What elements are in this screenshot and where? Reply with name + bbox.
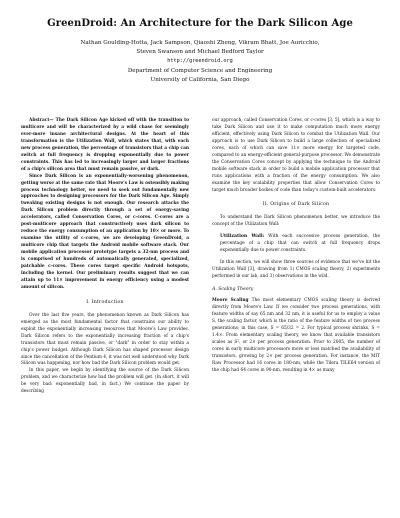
author-block — [20, 39, 380, 85]
university: University of California, San Diego — [150, 76, 250, 83]
section-heading-introduction: I. Introduction — [86, 299, 124, 305]
project-url[interactable]: http://greendroid.org — [167, 58, 233, 65]
abstract-paragraph-2: Since Dark Silicon is an exponentially-worsening phenomenon, getting worse at the same rate that Moore's Law is ostensibly making process technology better, we need to seek out fundamentally new approaches to designing processors for the Dark Silicon Age. Simply tweaking existing designs is not enough. Our research attacks the Dark Silicon problem directly through a set of energy-saving accelerators, called Conservation Cores, or c-cores. C-cores are a post-multicore approach that constructively uses dark silicon to reduce the energy consumption of an application by 10× or more. To examine the utility of c-cores, we are developing GreenDroid, a multicore chip that targets the Android mobile software stack. Our mobile application processor prototype targets a 32-nm process and is comprised of hundreds of automatically generated, specialized, patchable c-cores. These cores target specific Android hotspots, including the kernel. Our preliminary results suggest that we can attain up to 11× improvement in energy efficiency using a modest amount of silicon. — [21, 173, 189, 290]
right-column — [212, 118, 380, 375]
definition-term: Utilization Wall: — [220, 234, 265, 240]
abstract-paragraph-1: Abstract— The Dark Silicon Age kicked off with the transition to multicore and will be characterized by a wild chase for seemingly ever-more insane architectural designs. At the heart of this transformation is the Utilization Wall, which states that, with each new process generation, the percentage of transistors that a chip can switch at full frequency is dropping exponentially due to power constraints. This has led to increasingly larger and larger fractions of a chip's silicon area that must remain passive, or dark. — [21, 118, 189, 172]
body-paragraph-2: To understand the Dark Silicon phenomenon better, we introduce the concept of the Utilization Wall: — [212, 215, 380, 228]
subsection-heading-scaling-theory: A. Scaling Theory — [212, 287, 254, 293]
moore-scaling-text: The most elementary CMOS scaling theory is derived directly from Moore's Law. If we consider two process generations, with feature widths of say 65 nm and 32 nm, it is useful for us to employ a value S, the scaling factor, which is the ratio of the feature widths of two process generations; in this case, S = 65/32 = 2. For typical process shrinks, S = 1.4×. From elementary scaling theory, we know that available transistors scales as S², or 2× per process generation. Prior to 2005, the number of cores in early multicore processors more or less matched the availability of transistors, growing by 2× per process generation. For instance, the MIT Raw Processor had 16 cores in 180-nm, while the Tilera TILE64 version of the chip had 64 cores in 90-nm, resulting in 4× as many — [212, 298, 380, 373]
body-paragraph-4 — [212, 298, 380, 374]
definition-block — [220, 234, 380, 255]
section-heading-origins: II. Origins of Dark Silicon — [262, 202, 330, 208]
intro-paragraph-2: In this paper, we begin by identifying the source of the Dark Silicon problem, and we characterize how bad the problem will get. (In short, it will be very bad: exponentially bad, in fact.) We continue the paper by describing — [21, 368, 189, 395]
authors-line-1: Nathan Goulding-Hotta, Jack Sampson, Qiaoshi Zheng, Vikram Bhatt, Joe Auricchio, — [80, 40, 320, 46]
inline-heading-moore-scaling: Moore Scaling — [212, 298, 249, 304]
authors-line-2: Steven Swanson and Michael Bedford Taylor — [136, 49, 264, 56]
body-paragraph-1: our approach, called Conservation Cores, or c-cores [3, 5], which is a way to take Dark Silicon and use it to make computation much more energy efficient, effectively using Dark Silicon to combat the Utilization Wall. Our approach is to use Dark Silicon to build a large collection of specialized cores, each of which can save 11× more energy for targeted code, compared to an energy-efficient general-purpose processor. We demonstrate the Conservation Cores concept by applying the technique to the Android mobile software stack in order to build a mobile application processor that runs applications with a fraction of the energy consumption. We also examine the key scalability properties that allow Conservation Cores to target much broader bodies of code than today's custom-built accelerators. — [212, 118, 380, 193]
body-paragraph-3: In this section, we will show three sources of evidence that we've hit the Utilization Wall [3], drawing from 1) CMOS scaling theory, 2) experiments performed in our lab, and 3) observations in the wild. — [212, 260, 380, 280]
left-column — [21, 118, 189, 396]
paper-title: GreenDroid: An Architecture for the Dark Silicon Age — [47, 18, 353, 29]
definition-text: With each successive process generation, the percentage of a chip that can switch at full frequency drops exponentially due to power constraints. — [220, 234, 380, 254]
department: Department of Computer Science and Engineering — [127, 67, 273, 74]
intro-paragraph-1: Over the last five years, the phenomenon known as Dark Silicon has emerged as the most fundamental factor that constrains our ability to exploit the exponentially increasing resources that Moore's Law provides. Dark Silicon refers to the exponentially increasing fraction of a chip's transistors that must remain passive, or "dark" in order to stay within a chip's power budget. Although Dark Silicon has shaped processor design since the cancellation of the Pentium 4, it was not well understood why Dark Silicon was happening, nor how bad the Dark Silicon problem would get. — [21, 312, 189, 367]
